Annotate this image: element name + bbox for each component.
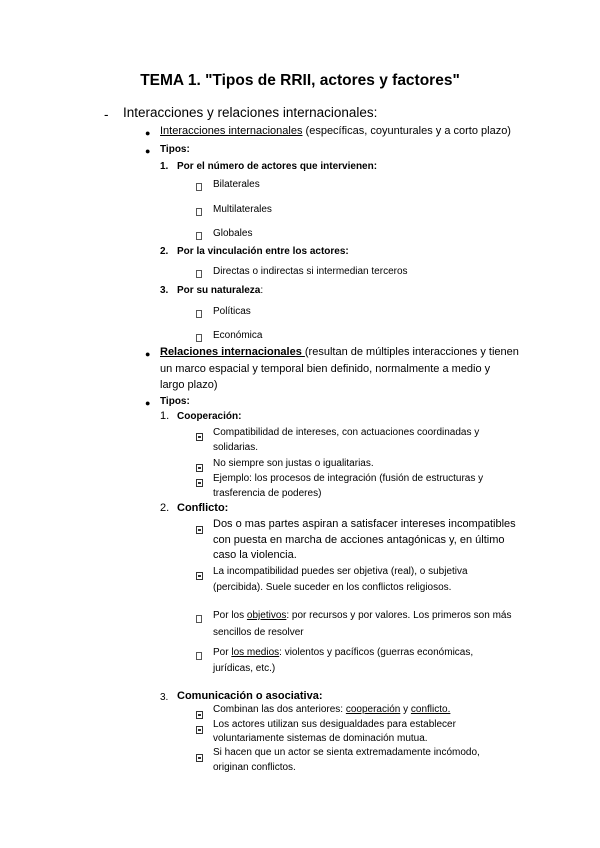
ii-g1-num: 1. (160, 161, 169, 172)
ii-tipos: Tipos: (160, 144, 190, 155)
ii-g3-label: Por su naturaleza (177, 285, 261, 296)
checkbox-icon (196, 270, 202, 278)
ri-line2: un marco espacial y temporal bien definido, normalmente a medio y (160, 363, 491, 375)
ri-conf-label: Conflicto: (177, 502, 229, 514)
checkbox-icon (196, 754, 203, 762)
ii-g1-item: Multilaterales (213, 204, 272, 215)
ri-conf-i3-post: : por recursos y por valores. Los primeros son más (286, 610, 512, 621)
ri-coop-item: No siempre son justas o igualitarias. (213, 458, 374, 469)
checkbox-icon (196, 615, 202, 623)
ii-g3-num: 3. (160, 285, 169, 296)
ii-g2-label: Por la vinculación entre los actores: (177, 246, 349, 257)
checkbox-icon (196, 232, 202, 240)
ii-g3-item: Políticas (213, 306, 251, 317)
checkbox-icon (196, 652, 202, 660)
ii-g3-colon: : (260, 285, 264, 296)
ii-g1-item: Globales (213, 228, 253, 239)
ri-line3: largo plazo) (160, 379, 218, 391)
section-heading: Interacciones y relaciones internacionales: (123, 105, 378, 120)
ri-com-i1-u2: conflicto. (410, 704, 451, 715)
bullet-dot: ● (145, 349, 151, 359)
ii-g3-item: Económica (213, 330, 263, 341)
ri-conf-i3 (213, 610, 511, 621)
ri-conf-i3-pre: Por los (213, 610, 247, 621)
ri-conf-i1: caso la violencia. (213, 549, 297, 561)
ri-com-num: 3. (160, 692, 169, 703)
ri-line1 (160, 346, 519, 358)
checkbox-icon (196, 726, 203, 734)
ri-coop-item: solidarias. (213, 442, 259, 453)
checkbox-icon (196, 526, 203, 534)
ri-conf-i3-u: objetivos (246, 610, 287, 621)
ri-tipos: Tipos: (160, 396, 190, 407)
ri-coop-item: trasferencia de poderes) (213, 488, 322, 499)
ri-rest1: (resultan de múltiples interacciones y tienen (304, 346, 519, 358)
section-dash: - (104, 107, 109, 122)
ri-com-i2: Los actores utilizan sus desigualdades para establecer (213, 719, 456, 730)
ri-com-i3: originan conflictos. (213, 762, 296, 773)
checkbox-icon (196, 334, 202, 342)
ii-label: Interacciones internacionales (160, 125, 303, 137)
ri-com-i1-pre: Combinan las dos anteriores: (213, 704, 346, 715)
bullet-dot: ● (145, 398, 151, 408)
ii-line (160, 125, 511, 137)
ii-g1-label: Por el número de actores que intervienen: (177, 161, 378, 172)
ri-conf-num: 2. (160, 502, 170, 514)
ii-g3-line (177, 285, 263, 296)
ri-com-i1 (213, 704, 450, 715)
bullet-dot: ● (145, 128, 151, 138)
ri-com-i1-mid: y (400, 704, 411, 715)
ri-com-label: Comunicación o asociativa: (177, 690, 323, 702)
ri-coop-num: 1. (160, 410, 170, 422)
ri-conf-i4-u: los medios (231, 647, 280, 658)
ri-label: Relaciones internacionales (160, 346, 305, 358)
checkbox-icon (196, 572, 203, 580)
ri-conf-i4 (213, 647, 473, 658)
checkbox-icon (196, 310, 202, 318)
ri-com-i1-u1: cooperación (345, 704, 401, 715)
ri-com-i2: voluntariamente sistemas de dominación mutua. (213, 733, 428, 744)
checkbox-icon (196, 183, 202, 191)
ri-conf-i1: Dos o mas partes aspiran a satisfacer intereses incompatibles (213, 518, 516, 530)
ii-g2-item: Directas o indirectas si intermedian terceros (213, 266, 408, 277)
checkbox-icon (196, 711, 203, 719)
ri-conf-i1: con puesta en marcha de acciones antagónicas y, en último (213, 534, 505, 546)
page-title: TEMA 1. "Tipos de RRII, actores y factores" (140, 72, 460, 89)
ri-coop-label: Cooperación: (177, 411, 242, 422)
bullet-dot: ● (145, 146, 151, 156)
ri-conf-i4-pre: Por (213, 647, 232, 658)
checkbox-icon (196, 464, 203, 472)
checkbox-icon (196, 208, 202, 216)
checkbox-icon (196, 479, 203, 487)
ii-rest: (específicas, coyunturales y a corto plazo) (302, 125, 511, 137)
ii-g2-num: 2. (160, 246, 169, 257)
ri-conf-i4-line2: jurídicas, etc.) (213, 663, 276, 674)
ri-conf-i2: (percibida). Suele suceder en los conflictos religiosos. (213, 582, 452, 593)
ri-com-i3: Si hacen que un actor se sienta extremadamente incómodo, (213, 747, 480, 758)
ri-conf-i3-line2: sencillos de resolver (213, 627, 304, 638)
checkbox-icon (196, 433, 203, 441)
ri-conf-i2: La incompatibilidad puedes ser objetiva (real), o subjetiva (213, 566, 468, 577)
ri-coop-item: Ejemplo: los procesos de integración (fusión de estructuras y (213, 473, 484, 484)
ri-coop-item: Compatibilidad de intereses, con actuaciones coordinadas y (213, 427, 480, 438)
ri-conf-i4-post: : violentos y pacíficos (guerras económicas, (279, 647, 474, 658)
ii-g1-item: Bilaterales (213, 179, 260, 190)
